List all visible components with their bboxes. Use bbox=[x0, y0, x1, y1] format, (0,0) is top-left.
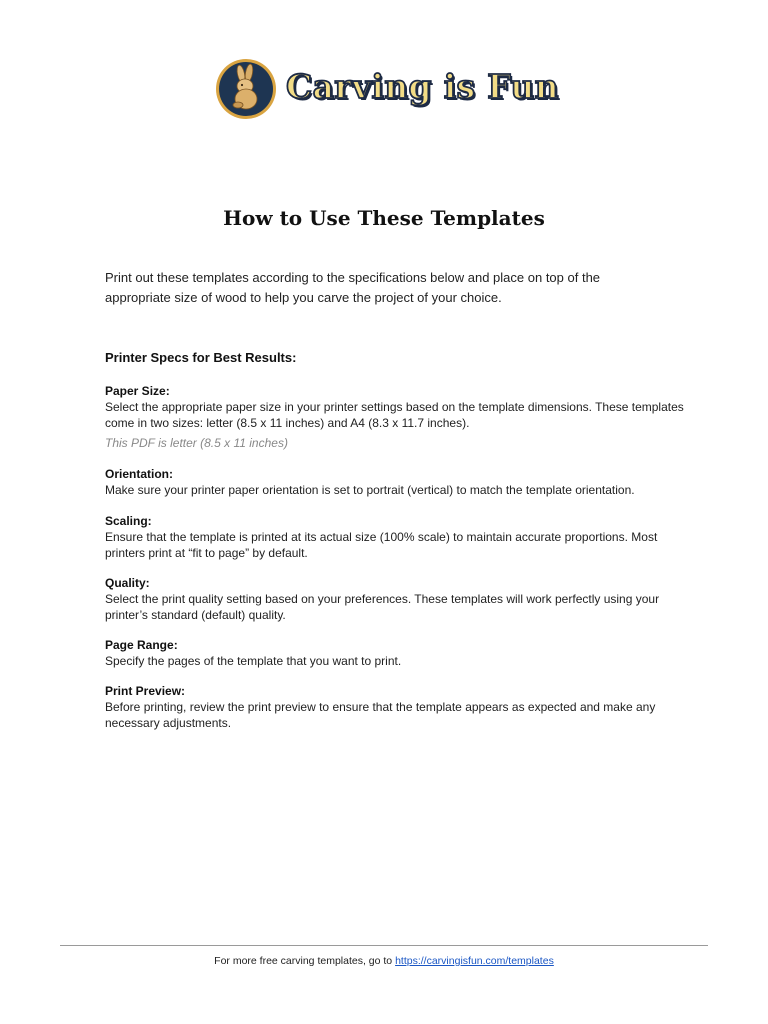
section-body: Select the appropriate paper size in your printer settings based on the template dimensions. These templates come in two sizes: letter (8.5 x 11 inches) and A4 (8.3 x 11.7 inches). bbox=[105, 400, 684, 430]
section-body: Select the print quality setting based on your preferences. These templates will work perfectly using your printer’s standard (default) quality. bbox=[105, 592, 660, 622]
section-body: Specify the pages of the template that you want to print. bbox=[105, 654, 402, 668]
section-scaling bbox=[105, 513, 685, 561]
section-quality bbox=[105, 575, 685, 623]
rabbit-carving-icon bbox=[214, 57, 278, 121]
section-heading: Paper Size: bbox=[105, 384, 170, 398]
section-orientation bbox=[105, 466, 685, 498]
section-body: Before printing, review the print preview to ensure that the template appears as expected and make any necessary adjustments. bbox=[105, 700, 656, 730]
templates-link[interactable]: https://carvingisfun.com/templates bbox=[395, 955, 554, 967]
footer-divider bbox=[60, 945, 708, 946]
section-body: Make sure your printer paper orientation is set to portrait (vertical) to match the template orientation. bbox=[105, 483, 635, 497]
page-title: How to Use These Templates bbox=[223, 206, 545, 230]
section-heading: Quality: bbox=[105, 576, 150, 590]
footer bbox=[0, 955, 768, 967]
logo-wordmark: Carving is Fun bbox=[286, 67, 559, 106]
section-heading: Page Range: bbox=[105, 638, 178, 652]
section-paper-size bbox=[105, 383, 685, 451]
section-heading: Orientation: bbox=[105, 467, 173, 481]
footer-text: For more free carving templates, go to bbox=[214, 955, 396, 967]
section-heading: Print Preview: bbox=[105, 684, 186, 698]
intro-paragraph: Print out these templates according to the specifications below and place on top of the appropriate size of wood to help you carve the project of your choice. bbox=[105, 270, 601, 305]
section-heading: Scaling: bbox=[105, 514, 152, 528]
specs-heading: Printer Specs for Best Results: bbox=[105, 350, 297, 365]
section-note: This PDF is letter (8.5 x 11 inches) bbox=[105, 436, 288, 450]
section-body: Ensure that the template is printed at its actual size (100% scale) to maintain accurate proportions. Most printers print at “fit to page” by default. bbox=[105, 530, 658, 560]
logo bbox=[214, 57, 564, 127]
section-print-preview bbox=[105, 683, 685, 731]
section-page-range bbox=[105, 637, 685, 669]
